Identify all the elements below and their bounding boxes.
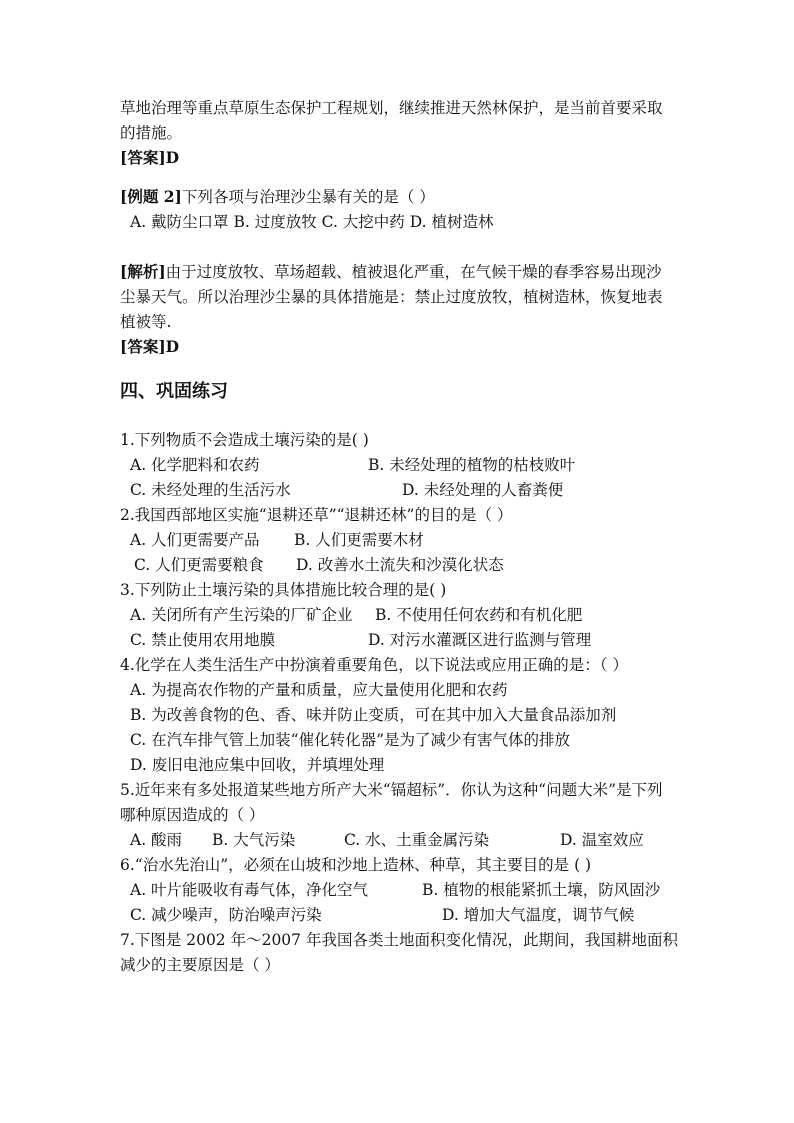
question-stem: 7.下图是 2002 年～2007 年我国各类土地面积变化情况，此期间，我国耕地面积 bbox=[120, 931, 678, 949]
question-stem: 哪种原因造成的（ ） bbox=[120, 806, 265, 824]
question-stem: 1.下列物质不会造成土壤污染的是( ) bbox=[120, 431, 369, 449]
option: C. 在汽车排气管上加装“催化转化器”是为了减少有害气体的排放 bbox=[130, 731, 571, 749]
option: B. 未经处理的植物的枯枝败叶 bbox=[368, 456, 576, 474]
option: A. 为提高农作物的产量和质量，应大量使用化肥和农药 bbox=[130, 681, 508, 699]
option-row bbox=[130, 830, 644, 850]
option: D. 未经处理的人畜粪便 bbox=[402, 481, 564, 499]
option: D. 废旧电池应集中回收，并填埋处理 bbox=[130, 756, 385, 774]
answer-label: [答案]D bbox=[120, 337, 180, 356]
option: A. 关闭所有产生污染的厂矿企业 bbox=[130, 606, 353, 624]
answer-label: [答案]D bbox=[120, 148, 180, 167]
option: B. 大气污染 bbox=[212, 831, 296, 849]
option: B. 植物的根能紧抓土壤，防风固沙 bbox=[422, 881, 661, 899]
option: A. 人们更需要产品 bbox=[130, 531, 260, 549]
option-row bbox=[130, 530, 424, 550]
option: D. 改善水土流失和沙漠化状态 bbox=[296, 556, 504, 574]
option: A. 酸雨 bbox=[130, 831, 183, 849]
option-row bbox=[130, 455, 576, 475]
question-stem: 2.我国西部地区实施“退耕还草”“退耕还林”的目的是（ ） bbox=[120, 506, 513, 524]
example-question bbox=[120, 187, 435, 207]
option: D. 增加大气温度，调节气候 bbox=[442, 906, 635, 924]
section-title: 四、巩固练习 bbox=[120, 381, 228, 402]
question-stem: 6.“治水先治山”，必须在山坡和沙地上造林、种草，其主要目的是 ( ) bbox=[120, 856, 592, 874]
option: B. 为改善食物的色、香、味并防止变质，可在其中加入大量食品添加剂 bbox=[130, 706, 617, 724]
option-row bbox=[130, 880, 661, 900]
option: D. 温室效应 bbox=[560, 831, 644, 849]
analysis-line bbox=[120, 262, 662, 282]
option: A. 叶片能吸收有毒气体，净化空气 bbox=[130, 881, 369, 899]
option-row bbox=[130, 630, 592, 650]
option: B. 人们更需要木材 bbox=[294, 531, 424, 549]
example-label: [例题 2] bbox=[120, 187, 182, 206]
intro-line: 草地治理等重点草原生态保护工程规划，继续推进天然林保护，是当前首要采取 bbox=[120, 99, 663, 117]
example-options: A. 戴防尘口罩 B. 过度放牧 C. 大挖中药 D. 植树造林 bbox=[130, 213, 494, 231]
intro-line: 的措施。 bbox=[120, 124, 183, 142]
option: C. 减少噪声，防治噪声污染 bbox=[130, 906, 322, 924]
question-stem: 4.化学在人类生活生产中扮演着重要角色，以下说法或应用正确的是：（ ） bbox=[120, 656, 628, 674]
option: C. 禁止使用农用地膜 bbox=[130, 631, 276, 649]
analysis-label: [解析] bbox=[120, 262, 166, 281]
analysis-text: 由于过度放牧、草场超载、植被退化严重，在气候干燥的春季容易出现沙 bbox=[165, 263, 662, 281]
analysis-line: 尘暴天气。所以治理沙尘暴的具体措施是：禁止过度放牧，植树造林，恢复地表 bbox=[120, 288, 663, 306]
option: C. 人们更需要粮食 bbox=[134, 556, 264, 574]
option: B. 不使用任何农药和有机化肥 bbox=[375, 606, 583, 624]
example-question-text: 下列各项与治理沙尘暴有关的是（ ） bbox=[181, 188, 435, 206]
analysis-line: 植被等. bbox=[120, 313, 172, 331]
option: C. 未经处理的生活污水 bbox=[130, 481, 291, 499]
question-stem: 5.近年来有多处报道某些地方所产大米“镉超标”．你认为这种“问题大米”是下列 bbox=[120, 781, 663, 799]
option-row bbox=[134, 555, 504, 575]
question-stem: 减少的主要原因是（ ） bbox=[120, 956, 280, 974]
question-stem: 3.下列防止土壤污染的具体措施比较合理的是( ) bbox=[120, 581, 447, 599]
option-row bbox=[130, 905, 635, 925]
option: A. 化学肥料和农药 bbox=[130, 456, 260, 474]
option-row bbox=[130, 605, 583, 625]
option: C. 水、土重金属污染 bbox=[344, 831, 490, 849]
option: D. 对污水灌溉区进行监测与管理 bbox=[368, 631, 592, 649]
option-row bbox=[130, 480, 564, 500]
